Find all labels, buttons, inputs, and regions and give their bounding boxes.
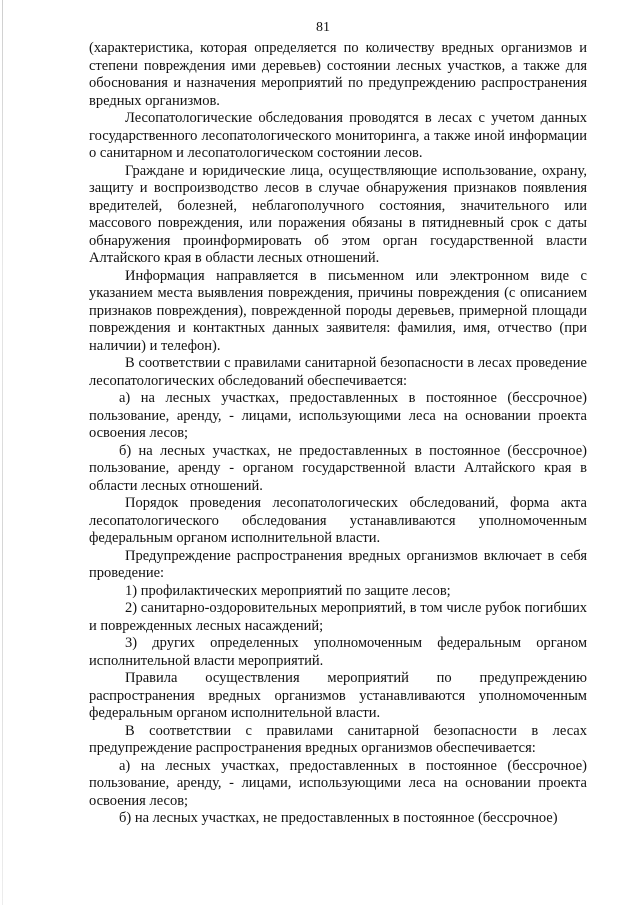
list-item-3-other: 3) других определенных уполномоченным федеральным органом исполнительной власти мероприятий. [89, 635, 587, 669]
paragraph-citizens-obliged: Граждане и юридические лица, осуществляющие использование, охрану, защиту и воспроизводство лесов в случае обнаружения признаков появления вредителей, болезней, неблагополучного состояния, значительного или массового повреждения, или поражения обязаны в пятидневный срок с даты обнаружения проинформировать об этом орган государственной власти Алтайского края в области лесных отношений. [89, 162, 587, 266]
page-number: 81 [316, 20, 330, 35]
paragraph-survey-procedure: Порядок проведения лесопатологических обследований, форма акта лесопатологического обследования устанавливаются уполномоченным федеральным органом исполнительной власти. [89, 495, 587, 546]
paragraph-sanitary-rules-surveys: В соответствии с правилами санитарной безопасности в лесах проведение лесопатологических обследований обеспечивается: [89, 355, 587, 389]
list-item-2-sanitary: 2) санитарно-оздоровительных мероприятий, в том числе рубок погибших и поврежденных лесных насаждений; [89, 600, 587, 634]
list-item-b-prevention: б) на лесных участках, не предоставленных в постоянное (бессрочное) [119, 810, 558, 826]
paragraph-prevention-rules: Правила осуществления мероприятий по предупреждению распространения вредных организмов устанавливаются уполномоченным федеральным органом исполнительной власти. [89, 670, 587, 721]
paragraph-continuation: (характеристика, которая определяется по количеству вредных организмов и степени повреждения ими деревьев) состоянии лесных участков, а также для обоснования и назначения мероприятий по предупреждению распространения вредных организмов. [89, 40, 587, 109]
body-text [89, 40, 587, 828]
list-item-b-surveys: б) на лесных участках, не предоставленных в постоянное (бессрочное) пользование, аренду - органом государственной власти Алтайского края в области лесных отношений. [89, 442, 587, 494]
list-item-a-prevention: а) на лесных участках, предоставленных в постоянное (бессрочное) пользование, аренду, - лицами, использующими леса на основании проекта освоения лесов; [89, 757, 587, 809]
paragraph-sanitary-rules-prevention: В соответствии с правилами санитарной безопасности в лесах предупреждение распространения вредных организмов обеспечивается: [89, 722, 587, 756]
paragraph-surveys-conducted: Лесопатологические обследования проводятся в лесах с учетом данных государственного лесопатологического мониторинга, а также иной информации о санитарном и лесопатологическом состоянии лесов. [89, 110, 587, 161]
list-item-1-preventive: 1) профилактических мероприятий по защите лесов; [125, 582, 451, 599]
paragraph-prevention-includes: Предупреждение распространения вредных организмов включает в себя проведение: [89, 547, 587, 581]
scan-edge-shadow [2, 0, 3, 905]
list-item-a-surveys: а) на лесных участках, предоставленных в постоянное (бессрочное) пользование, аренду, - лицами, использующими леса на основании проекта освоения лесов; [89, 390, 587, 441]
paragraph-information-sent: Информация направляется в письменном или электронном виде с указанием места выявления повреждения, причины повреждения (с описанием признаков повреждения), поврежденной породы деревьев, примерной площади повреждения и контактных данных заявителя: фамилия, имя, отчество (при наличии) и телефон). [89, 267, 587, 354]
